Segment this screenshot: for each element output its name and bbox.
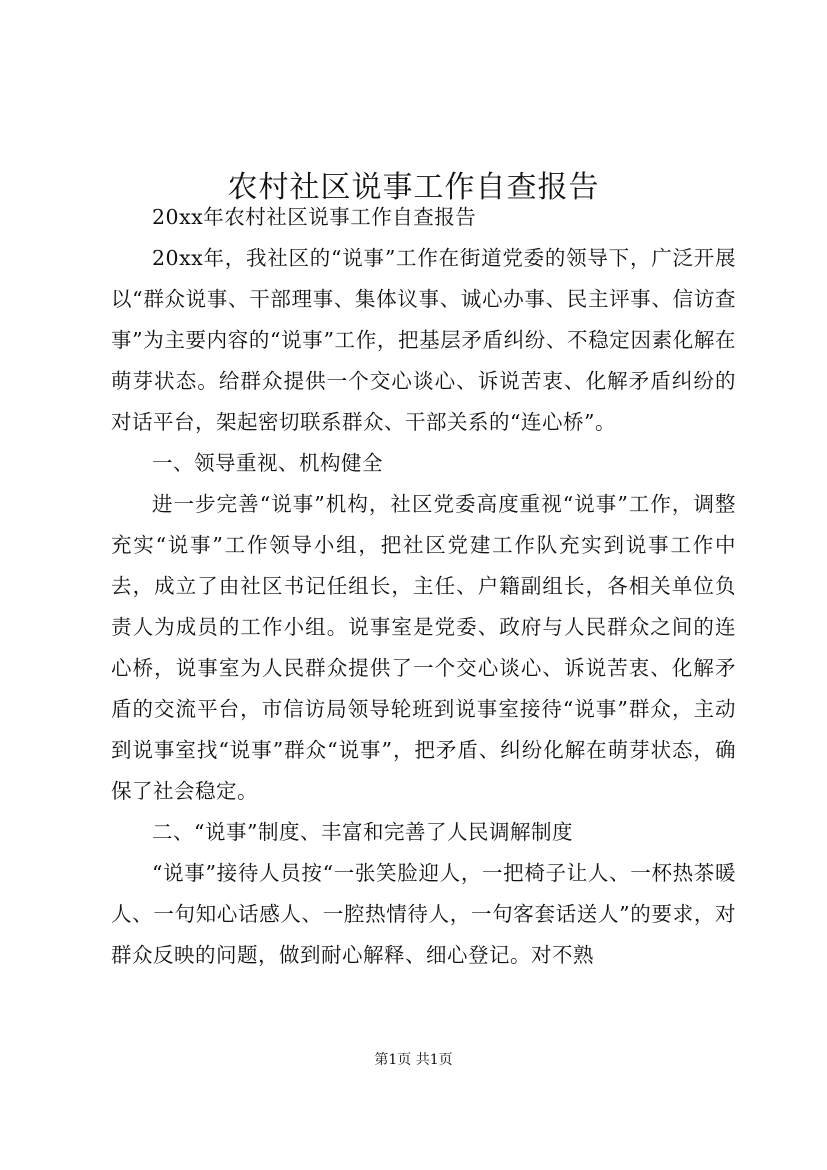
section-paragraph-1: 进一步完善“说事”机构，社区党委高度重视“说事”工作，调整充实“说事”工作领导小组，把社区党建工作队充实到说事工作中去，成立了由社区书记任组长，主任、户籍副组长，各相关单位负责人为成员的工作小组。说事室是党委、政府与人民群众之间的连心桥，说事室为人民群众提供了一个交心谈心、诉说苦衷、化解矛盾的交流平台，市信访局领导轮班到说事室接待“说事”群众，主动到说事室找“说事”群众“说事”，把矛盾、纠纷化解在萌芽状态，确保了社会稳定。 (111, 492, 736, 803)
section-paragraph-2: “说事”接待人员按“一张笑脸迎人，一把椅子让人、一杯热茶暖人、一句知心话感人、一腔热情待人，一句客套话送人”的要求，对群众反映的问题，做到耐心解释、细心登记。对不熟 (111, 861, 736, 967)
subtitle-paragraph: 20xx年农村社区说事工作自查报告 (152, 205, 477, 229)
section-heading-1: 一、领导重视、机构健全 (152, 451, 383, 475)
intro-paragraph: 20xx年，我社区的“说事”工作在街道党委的领导下，广泛开展以“群众说事、干部理事、集体议事、诚心办事、民主评事、信访查事”为主要内容的“说事”工作，把基层矛盾纠纷、不稳定因素化解在萌芽状态。给群众提供一个交心谈心、诉说苦衷、化解矛盾纠纷的对话平台，架起密切联系群众、干部关系的“连心桥”。 (111, 246, 736, 434)
document-title: 农村社区说事工作自查报告 (227, 170, 600, 206)
page-footer: 第1页 共1页 (374, 1052, 453, 1068)
document-body (111, 197, 736, 976)
section-heading-2: 二、“说事”制度、丰富和完善了人民调解制度 (152, 820, 573, 844)
